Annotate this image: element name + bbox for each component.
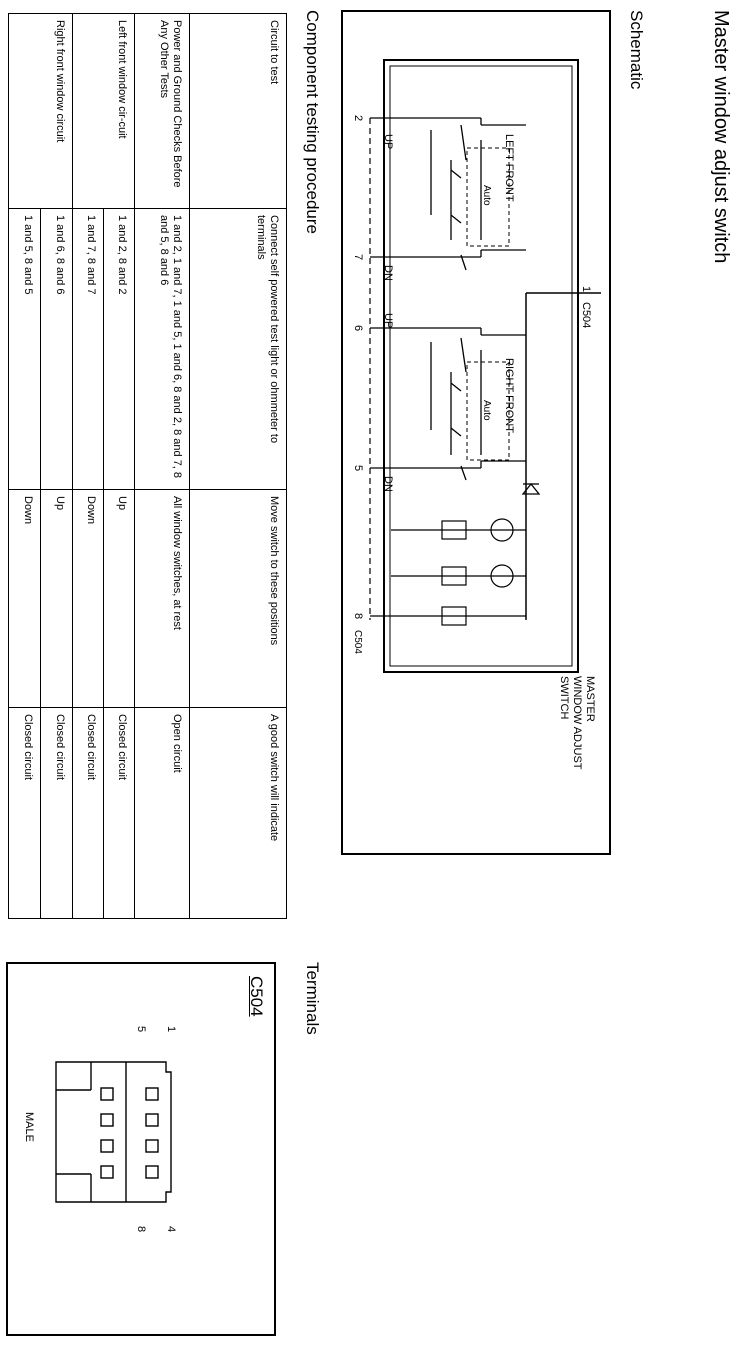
terminals-connector-label: C504	[247, 976, 266, 1017]
table-row	[135, 14, 190, 919]
pin-1-label: 1	[580, 286, 592, 293]
procedure-table	[8, 13, 287, 919]
up-label-left: UP	[382, 134, 394, 150]
table-row	[41, 14, 73, 919]
terminals-heading: Terminals	[303, 962, 322, 1035]
pin-7-label: 7	[352, 253, 364, 261]
header-indication: A good switch will indicate	[190, 708, 287, 919]
dn-label-right: DN	[382, 476, 394, 492]
table-cell: Closed circuit	[73, 708, 104, 919]
table-cell: 1 and 5, 8 and 5	[9, 209, 41, 490]
header-terminals: Connect self powered test light or ohmmeter to terminals	[190, 209, 287, 490]
table-row	[104, 14, 135, 919]
pin-2-label: 2	[352, 114, 364, 122]
auto-label-left: Auto	[481, 185, 492, 206]
switch-caption	[557, 676, 596, 786]
switch-caption-line-2: WINDOW ADJUST	[571, 676, 583, 770]
connector-face-diagram	[6, 962, 276, 1336]
auto-label-right: Auto	[481, 400, 492, 421]
switch-caption-line-1: MASTER	[584, 676, 596, 722]
table-cell: 1 and 2, 8 and 2	[104, 209, 135, 490]
up-label-right: UP	[382, 313, 394, 329]
pin-5-label: 5	[352, 464, 364, 472]
illumination-circuit	[370, 519, 526, 625]
pin-label-5: 5	[135, 1026, 147, 1033]
connector-c504-top-label: C504	[580, 302, 592, 329]
schematic-heading: Schematic	[627, 10, 646, 90]
header-circuit: Circuit to test	[190, 14, 287, 209]
switch-caption-line-3: SWITCH	[558, 676, 570, 720]
dn-label-left: DN	[382, 265, 394, 281]
procedure-header-row	[190, 14, 287, 919]
table-cell: Closed circuit	[41, 708, 73, 919]
table-cell: Down	[73, 490, 104, 708]
pin-label-4: 4	[165, 1226, 177, 1233]
table-cell: Left front window cir-cuit	[73, 14, 135, 209]
terminal-pins	[101, 1088, 158, 1178]
table-cell: 1 and 7, 8 and 7	[73, 209, 104, 490]
table-cell: All window switches, at rest	[135, 490, 190, 708]
header-positions: Move switch to these positions	[190, 490, 287, 708]
left-front-label: LEFT FRONT	[503, 134, 515, 202]
connector-housing	[56, 1062, 171, 1202]
right-front-label: RIGHT FRONT	[503, 358, 515, 433]
table-cell: Closed circuit	[9, 708, 41, 919]
procedure-heading: Component testing procedure	[303, 10, 322, 234]
connector-gender-label: MALE	[23, 1112, 35, 1142]
connector-c504-bottom-label: C504	[352, 630, 363, 654]
table-cell: Right front window circuit	[9, 14, 73, 209]
table-cell: Down	[9, 490, 41, 708]
table-cell: 1 and 2, 1 and 7, 1 and 5, 1 and 6, 8 and 2, 8 and 7, 8 and 5, 8 and 6	[135, 209, 190, 490]
table-cell: Up	[41, 490, 73, 708]
pin-8-label: 8	[352, 612, 364, 620]
pin-6-label: 6	[352, 324, 364, 332]
page-title: Master window adjust switch	[710, 10, 732, 264]
table-cell: Up	[104, 490, 135, 708]
pin-label-8: 8	[135, 1226, 147, 1233]
table-cell: Open circuit	[135, 708, 190, 919]
table-cell: Power and Ground Checks Before Any Other Tests	[135, 14, 190, 209]
table-cell: Closed circuit	[104, 708, 135, 919]
table-cell: 1 and 6, 8 and 6	[41, 209, 73, 490]
pin-label-1: 1	[165, 1026, 177, 1033]
